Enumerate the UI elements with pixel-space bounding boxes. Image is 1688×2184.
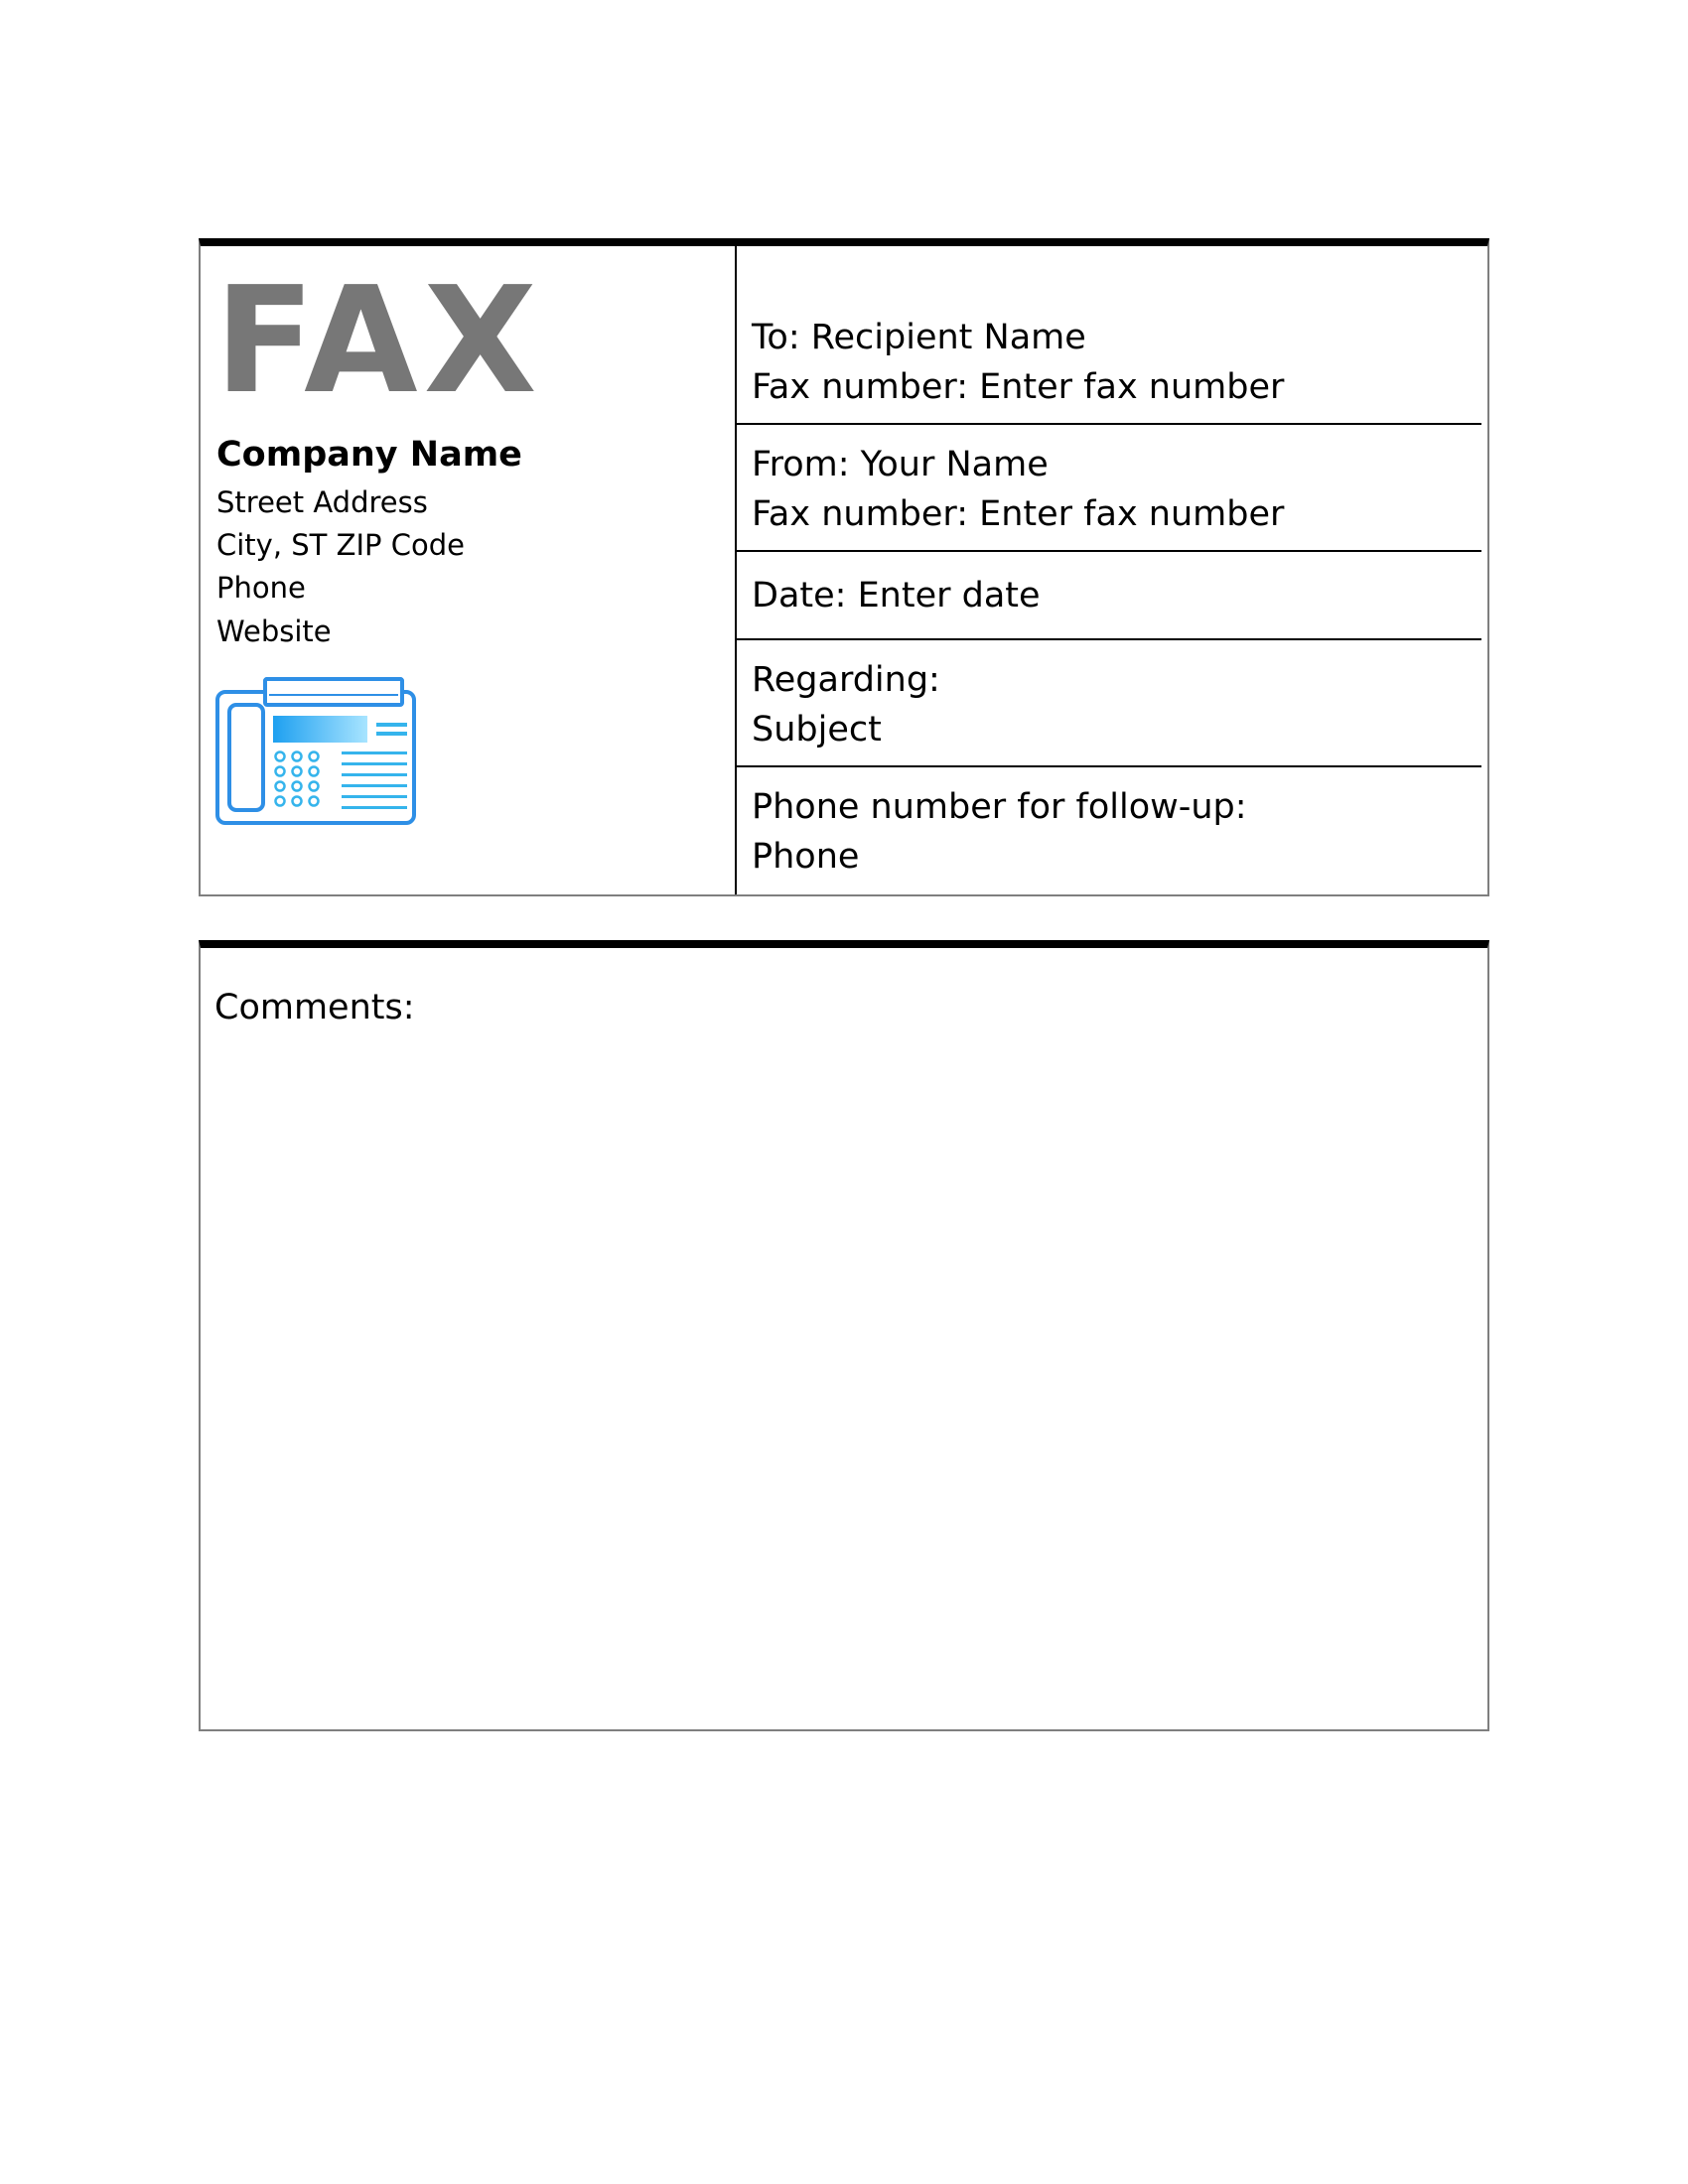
company-phone[interactable]: Phone [216, 571, 306, 605]
followup-phone[interactable]: Phone [752, 837, 860, 877]
comments-box[interactable] [199, 940, 1489, 1731]
date-field-row [737, 552, 1481, 640]
followup-label: Phone number for follow-up: [752, 787, 1247, 827]
to-recipient-name[interactable]: To: Recipient Name [752, 318, 1086, 357]
regarding-subject[interactable]: Subject [752, 710, 882, 750]
sender-info-column [201, 246, 737, 894]
street-address[interactable]: Street Address [216, 485, 428, 519]
date-field[interactable]: Date: Enter date [752, 576, 1041, 615]
company-website[interactable]: Website [216, 614, 332, 648]
recipient-info-column [737, 246, 1481, 894]
city-state-zip[interactable]: City, ST ZIP Code [216, 528, 465, 562]
regarding-label: Regarding: [752, 660, 940, 700]
from-field-row [737, 425, 1481, 552]
from-your-name[interactable]: From: Your Name [752, 445, 1049, 484]
from-fax-number[interactable]: Fax number: Enter fax number [752, 494, 1285, 534]
fax-machine-icon [214, 675, 419, 828]
to-field-row [737, 246, 1481, 425]
fax-header-box [199, 238, 1489, 896]
fax-title: FAX [214, 255, 543, 426]
regarding-field-row [737, 640, 1481, 767]
to-fax-number[interactable]: Fax number: Enter fax number [752, 367, 1285, 407]
followup-phone-row [737, 767, 1481, 894]
comments-label: Comments: [214, 988, 415, 1027]
company-name[interactable]: Company Name [216, 435, 522, 475]
